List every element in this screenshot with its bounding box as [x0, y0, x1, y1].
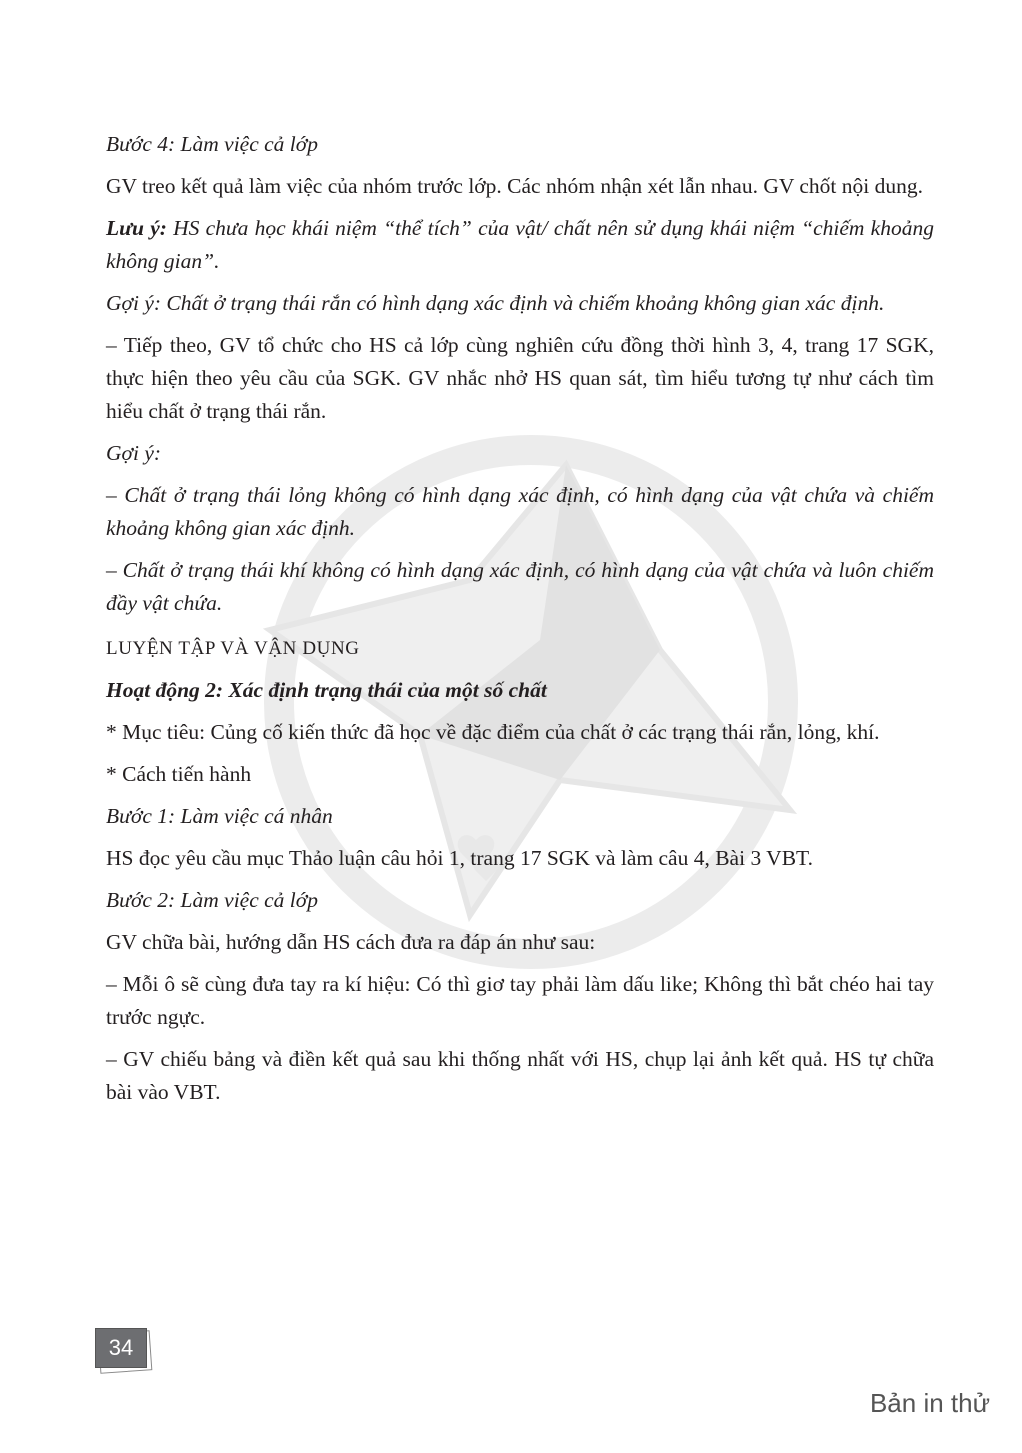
note-label: Lưu ý: — [106, 216, 167, 240]
note-text: HS chưa học khái niệm “thể tích” của vật/ chất nên sử dụng khái niệm “chiếm khoảng không gian”. — [106, 216, 934, 273]
section-heading: LUYỆN TẬP VÀ VẬN DỤNG — [106, 638, 360, 659]
hint-liquid: – Chất ở trạng thái lỏng không có hình dạng xác định, có hình dạng của vật chứa và chiếm khoảng không gian xác định. — [106, 483, 934, 540]
hint-paragraph: Gợi ý: Chất ở trạng thái rắn có hình dạng xác định và chiếm khoảng không gian xác định. — [106, 291, 885, 315]
paragraph: – Tiếp theo, GV tổ chức cho HS cả lớp cùng nghiên cứu đồng thời hình 3, 4, trang 17 SGK, thực hiện theo yêu cầu của SGK. GV nhắc nhở HS quan sát, tìm hiểu tương tự như cách tìm hiểu chất ở trạng thái rắn. — [106, 333, 934, 423]
draft-label: Bản in thử — [869, 1388, 990, 1418]
activity-heading: Hoạt động 2: Xác định trạng thái của một số chất — [106, 678, 547, 702]
list-item: – Mỗi ô sẽ cùng đưa tay ra kí hiệu: Có thì giơ tay phải làm dấu like; Không thì bắt chéo hai tay trước ngực. — [106, 972, 934, 1029]
hint-gas: – Chất ở trạng thái khí không có hình dạng xác định, có hình dạng của vật chứa và luôn chiếm đầy vật chứa. — [106, 558, 934, 615]
page-number-badge — [95, 1328, 151, 1372]
paragraph: GV chữa bài, hướng dẫn HS cách đưa ra đáp án như sau: — [106, 930, 596, 954]
step-1-heading: Bước 1: Làm việc cá nhân — [106, 804, 333, 828]
hint-heading: Gợi ý: — [106, 441, 162, 465]
objective-paragraph: * Mục tiêu: Củng cố kiến thức đã học về đặc điểm của chất ở các trạng thái rắn, lỏng, khí. — [106, 720, 880, 744]
page-number: 34 — [95, 1328, 147, 1368]
list-item: – GV chiếu bảng và điền kết quả sau khi thống nhất với HS, chụp lại ảnh kết quả. HS tự chữa bài vào VBT. — [106, 1047, 934, 1104]
procedure-heading: * Cách tiến hành — [106, 762, 252, 786]
note-paragraph — [106, 212, 934, 278]
paragraph: GV treo kết quả làm việc của nhóm trước lớp. Các nhóm nhận xét lẫn nhau. GV chốt nội dung. — [106, 174, 923, 198]
paragraph: HS đọc yêu cầu mục Thảo luận câu hỏi 1, trang 17 SGK và làm câu 4, Bài 3 VBT. — [106, 846, 813, 870]
step-4-heading: Bước 4: Làm việc cả lớp — [106, 132, 318, 156]
page-content — [106, 128, 934, 1118]
step-2-heading: Bước 2: Làm việc cả lớp — [106, 888, 318, 912]
